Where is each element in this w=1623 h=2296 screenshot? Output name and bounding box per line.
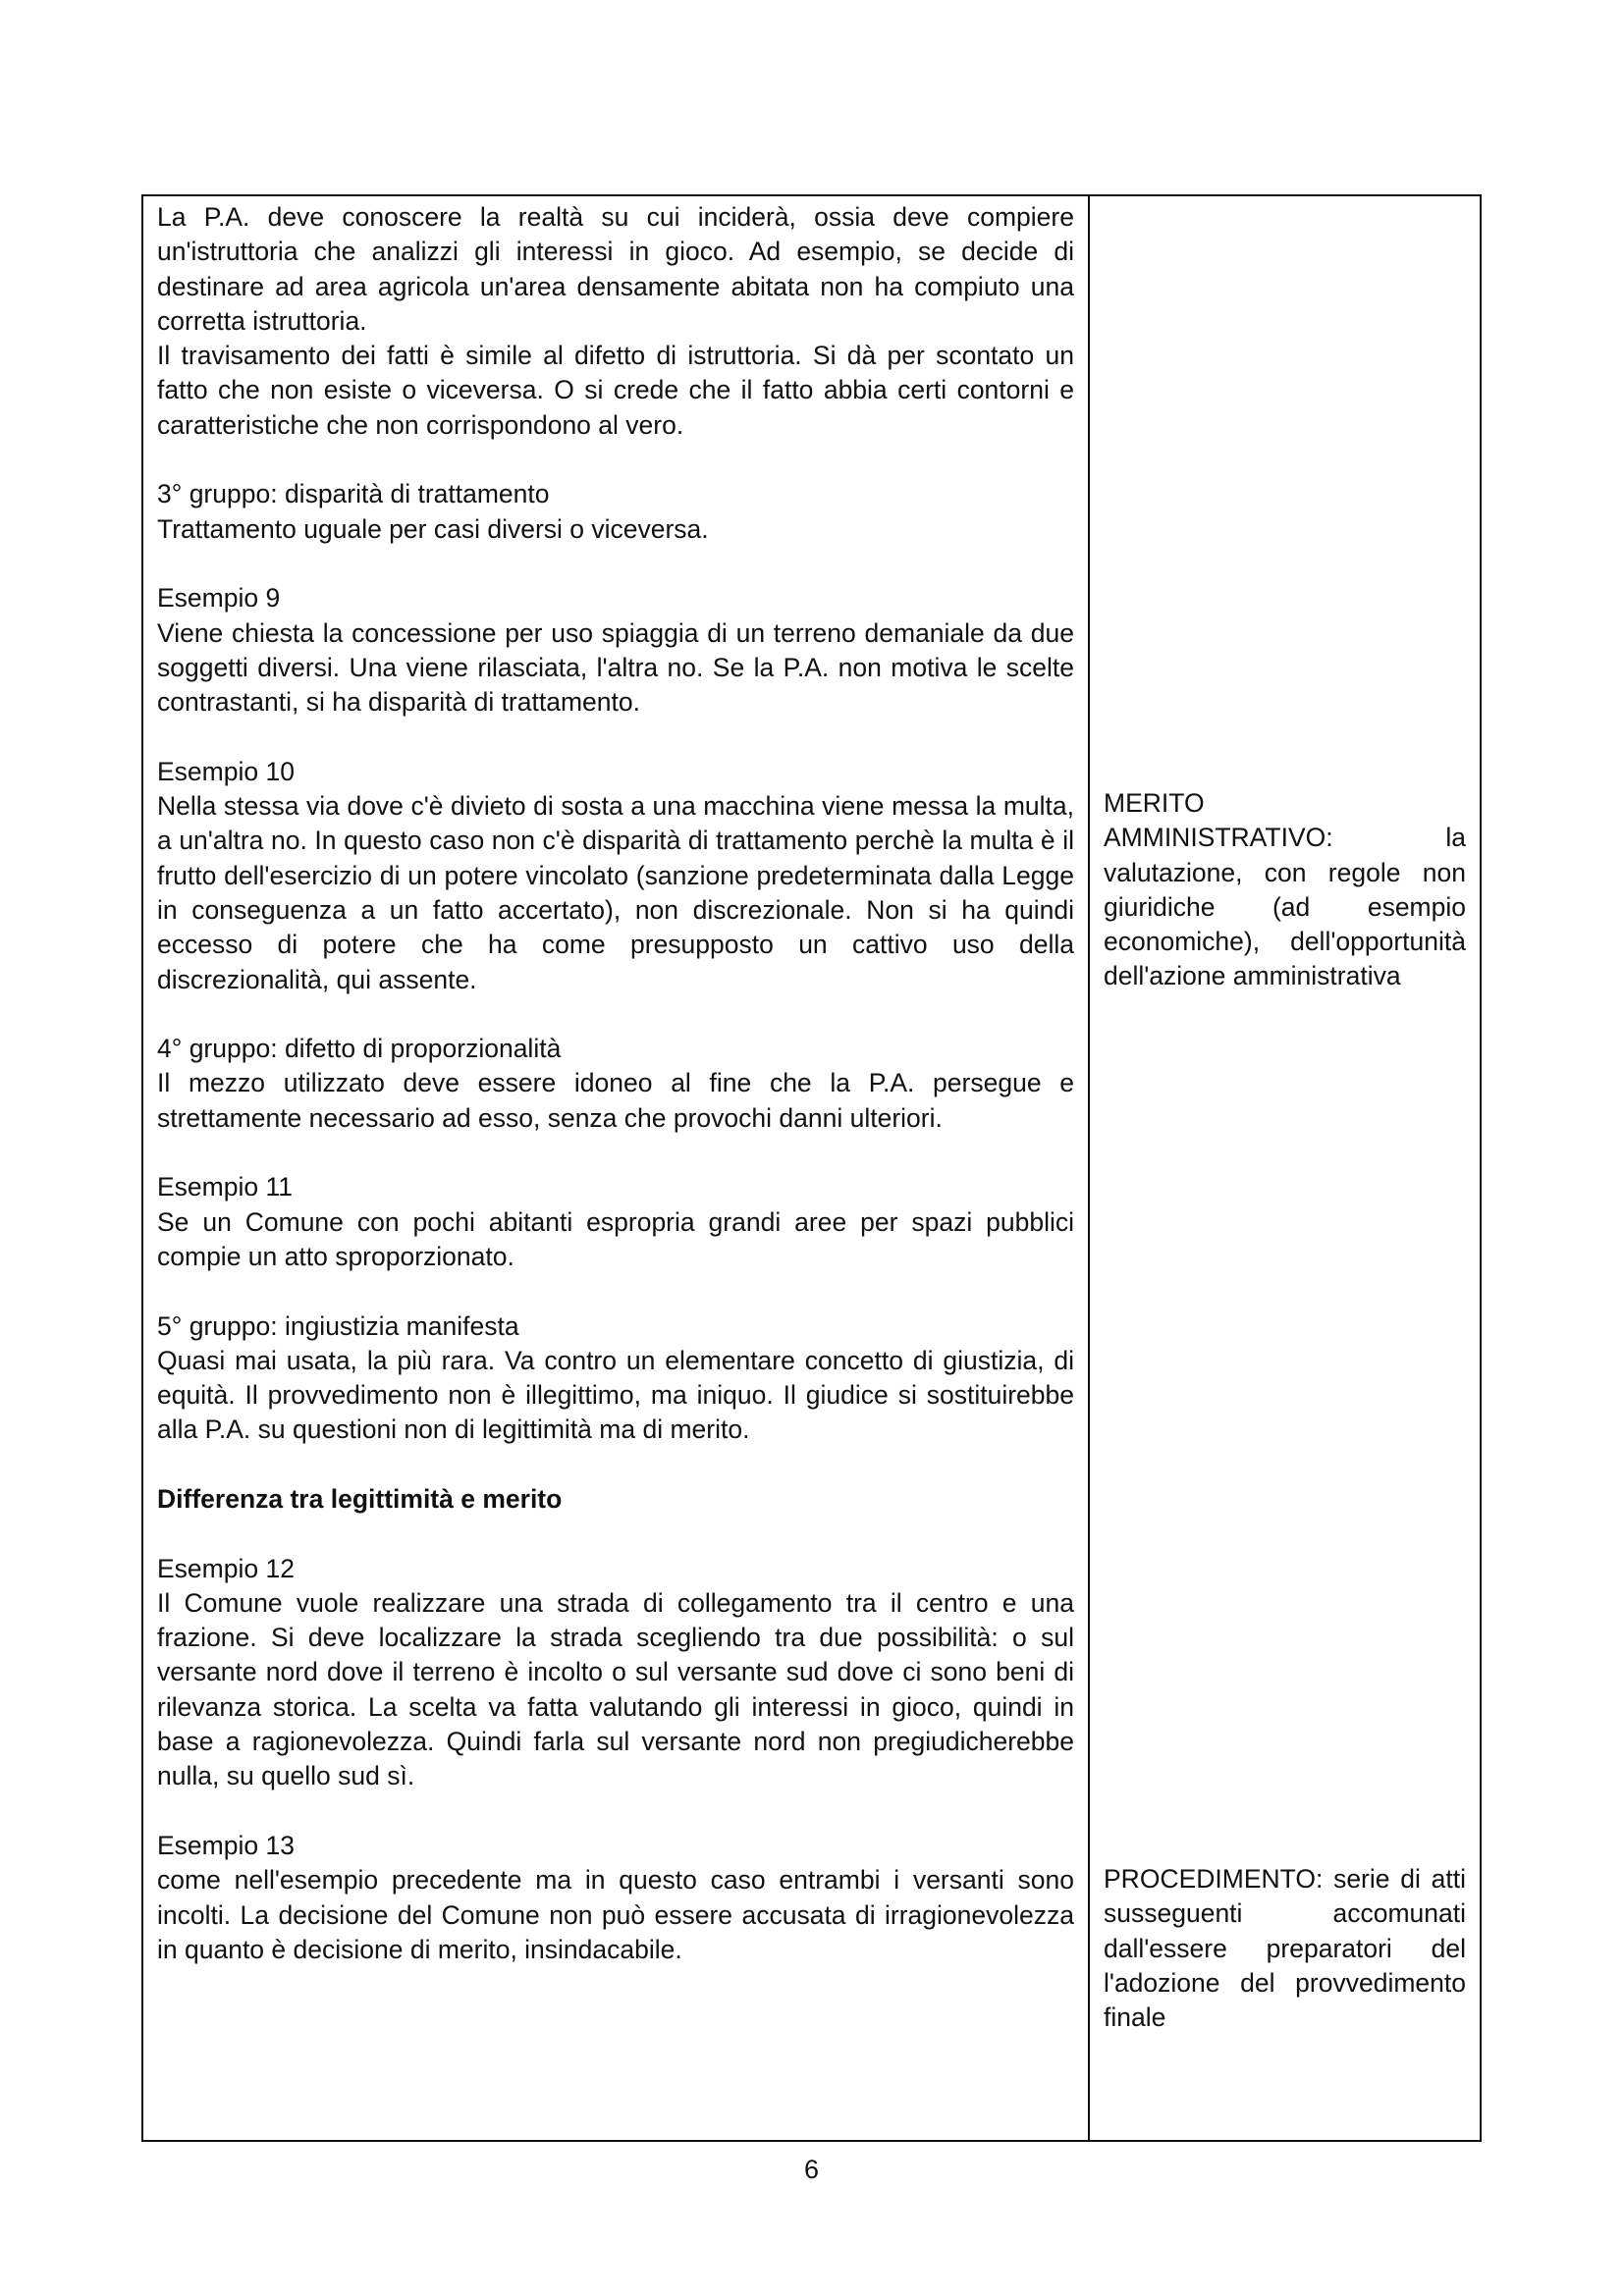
group-3-title: 3° gruppo: disparità di trattamento xyxy=(157,479,550,509)
example-10-title: Esempio 10 xyxy=(157,756,295,786)
spacer xyxy=(157,1794,1074,1829)
merito-text: AMMINISTRATIVO: la valutazione, con regole non giuridiche (ad esempio economiche), dell'opportunità dell'azione amministrativa xyxy=(1104,823,1466,991)
spacer xyxy=(157,1517,1074,1551)
example-11-title: Esempio 11 xyxy=(157,1172,293,1202)
merito-definition xyxy=(1104,786,1466,994)
group-4-text: Il mezzo utilizzato deve essere idoneo al fine che la P.A. persegue e strettamente necessario ad esso, senza che provochi danni ulteriori. xyxy=(157,1068,1074,1133)
spacer xyxy=(157,1136,1074,1170)
paragraph-travisamento: Il travisamento dei fatti è simile al difetto di istruttoria. Si dà per scontato un fatto che non esiste o viceversa. O si crede che il fatto abbia certi contorni e caratteristiche che non corrispondono al vero. xyxy=(157,341,1074,440)
group-5-title: 5° gruppo: ingiustizia manifesta xyxy=(157,1310,519,1341)
procedimento-definition xyxy=(1104,1862,1466,2035)
example-13-text: come nell'esempio precedente ma in questo caso entrambi i versanti sono incolti. La decisione del Comune non può essere accusata di irragionevolezza in quanto è decisione di merito, insindacabile. xyxy=(157,1865,1074,1964)
group-3-text: Trattamento uguale per casi diversi o viceversa. xyxy=(157,513,709,544)
example-13-title: Esempio 13 xyxy=(157,1830,295,1860)
spacer xyxy=(157,443,1074,477)
procedimento-text: PROCEDIMENTO: serie di atti susseguenti accomunati dall'essere preparatori del l'adozione del provvedimento finale xyxy=(1104,1864,1466,2033)
spacer xyxy=(157,720,1074,754)
example-10-text: Nella stessa via dove c'è divieto di sosta a una macchina viene messa la multa, a un'altra no. In questo caso non c'è disparità di trattamento perchè la multa è il frutto dell'esercizio di un potere vincolato (sanzione predeterminata dalla Legge in conseguenza a un fatto accertato), non discrezionale. Non si ha quindi eccesso di potere che ha come presupposto un cattivo uso della discrezionalità, qui assente. xyxy=(157,791,1074,994)
spacer xyxy=(157,1448,1074,1482)
example-12-text: Il Comune vuole realizzare una strada di collegamento tra il centro e una frazione. Si deve localizzare la strada scegliendo tra due possibilità: o sul versante nord dove il terreno è incolto o sul versante sud dove ci sono beni di rilevanza storica. La scelta va fatta valutando gli interessi in gioco, quindi in base a ragionevolezza. Quindi farla sul versante nord non pregiudicherebbe nulla, su quello sud sì. xyxy=(157,1587,1074,1791)
side-column xyxy=(1090,196,1480,2140)
example-9-title: Esempio 9 xyxy=(157,583,281,614)
group-5-text: Quasi mai usata, la più rara. Va contro un elementare concetto di giustizia, di equità. Il provvedimento non è illegittimo, ma iniquo. Il giudice si sostituirebbe alla P.A. su questioni non di legittimità ma di merito. xyxy=(157,1345,1074,1445)
spacer xyxy=(157,1274,1074,1308)
merito-title: MERITO xyxy=(1104,788,1205,818)
main-column xyxy=(143,196,1090,2140)
page-number: 6 xyxy=(803,2155,820,2184)
spacer xyxy=(157,997,1074,1032)
example-11-text: Se un Comune con pochi abitanti espropria grandi aree per spazi pubblici compie un atto sproporzionato. xyxy=(157,1206,1074,1271)
spacer xyxy=(157,547,1074,581)
section-heading-legittimita-merito: Differenza tra legittimità e merito xyxy=(157,1483,563,1514)
example-12-title: Esempio 12 xyxy=(157,1553,295,1583)
notes-table xyxy=(141,194,1482,2142)
paragraph-istruttoria: La P.A. deve conoscere la realtà su cui inciderà, ossia deve compiere un'istruttoria che analizzi gli interessi in gioco. Ad esempio, se decide di destinare ad area agricola un'area densamente abitata non ha compiuto una corretta istruttoria. xyxy=(157,202,1074,336)
example-9-text: Viene chiesta la concessione per uso spiaggia di un terreno demaniale da due soggetti diversi. Una viene rilasciata, l'altra no. Se la P.A. non motiva le scelte contrastanti, si ha disparità di trattamento. xyxy=(157,617,1074,718)
group-4-title: 4° gruppo: difetto di proporzionalità xyxy=(157,1034,562,1064)
